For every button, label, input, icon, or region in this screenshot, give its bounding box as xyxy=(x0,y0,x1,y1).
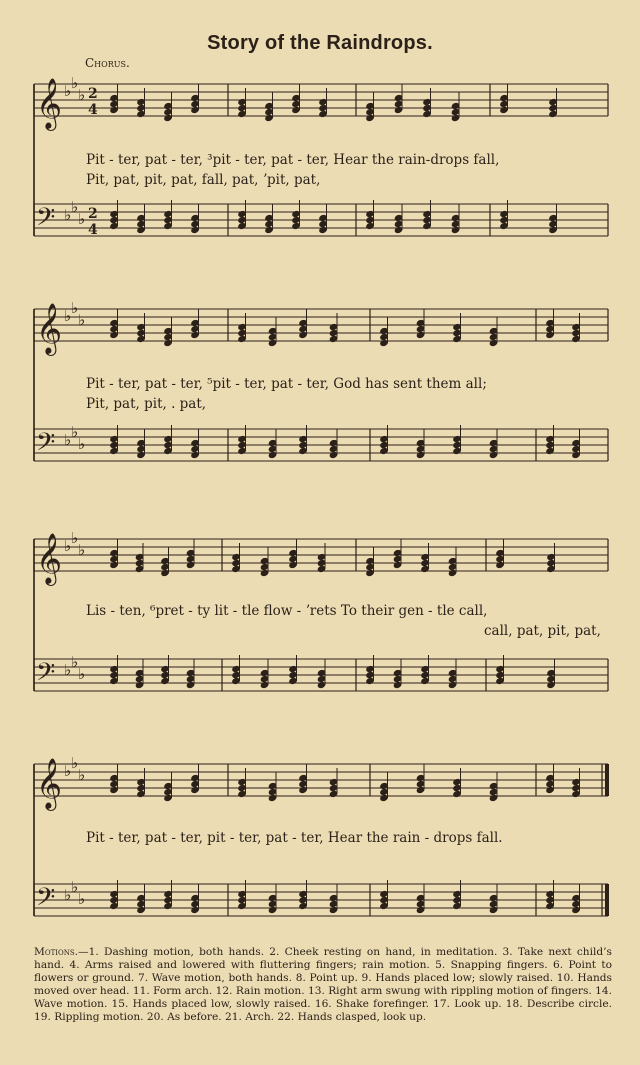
flat-icon: ♭ xyxy=(71,878,79,896)
treble-clef-icon: 𝄞 xyxy=(36,533,63,584)
flat-icon: ♭ xyxy=(64,537,72,555)
time-signature-top: 2 xyxy=(88,86,98,102)
flat-icon: ♭ xyxy=(64,762,72,780)
lyric-line-1b: Pit, pat, pit, pat, fall, pat, ʼpit, pat, xyxy=(86,172,321,188)
bass-clef-icon: 𝄢 xyxy=(36,428,56,463)
flat-icon: ♭ xyxy=(64,82,72,100)
treble-clef-icon: 𝄞 xyxy=(36,303,63,354)
treble-staff xyxy=(34,74,608,131)
flat-icon: ♭ xyxy=(78,890,86,908)
treble-staff xyxy=(34,529,608,586)
flat-icon: ♭ xyxy=(78,541,86,559)
bass-staff xyxy=(34,653,608,693)
treble-clef-icon: 𝄞 xyxy=(36,78,63,129)
lyric-line-3a: Lis - ten, ⁶pret - ty lit - tle flow - ʼrets To their gen - tle call, xyxy=(86,603,488,619)
flat-icon: ♭ xyxy=(78,210,86,228)
music-system-3 xyxy=(0,525,640,715)
page-title: Story of the Raindrops. xyxy=(207,32,433,54)
chorus-label: Chorus. xyxy=(85,56,130,70)
lyric-line-2b: Pit, pat, pit, . pat, xyxy=(86,396,207,412)
flat-icon: ♭ xyxy=(64,307,72,325)
lyric-line-1a: Pit - ter, pat - ter, ³pit - ter, pat - ter, Hear the rain-drops fall, xyxy=(86,152,500,168)
flat-icon: ♭ xyxy=(64,886,72,904)
bass-staff xyxy=(34,423,608,463)
flat-icon: ♭ xyxy=(71,529,79,547)
time-signature-bottom: 4 xyxy=(88,222,98,238)
bass-staff xyxy=(34,878,609,918)
bass-clef-icon: 𝄢 xyxy=(36,203,56,238)
treble-staff xyxy=(34,754,609,811)
treble-clef-icon: 𝄞 xyxy=(36,758,63,809)
flat-icon: ♭ xyxy=(78,435,86,453)
flat-icon: ♭ xyxy=(64,206,72,224)
flat-icon: ♭ xyxy=(71,74,79,92)
flat-icon: ♭ xyxy=(71,423,79,441)
flat-icon: ♭ xyxy=(78,311,86,329)
treble-staff xyxy=(34,299,608,356)
motions-text: —1. Dashing motion, both hands. 2. Cheek resting on hand, in meditation. 3. Take next child’s hand. 4. Arms raised and lowered with fluttering fingers; rain motion. 5. Snapping fingers. 6. Point to flowers or ground. 7. Wave motion, both hands. 8. Point up. 9. Hands placed low; slowly raised. 10. Hands moved over head. 11. Form arch. 12. Rain motion. 13. Right arm swung with rippling motion of fingers. 14. Wave motion. 15. Hands placed low, slowly raised. 16. Shake forefinger. 17. Look up. 18. Describe circle. 19. Rippling motion. 20. As before. 21. Arch. 22. Hands clasped, look up. xyxy=(34,946,612,1023)
flat-icon: ♭ xyxy=(71,653,79,671)
motions-label: Motions. xyxy=(34,946,79,958)
bass-clef-icon: 𝄢 xyxy=(36,658,56,693)
flat-icon: ♭ xyxy=(64,661,72,679)
flat-icon: ♭ xyxy=(71,198,79,216)
flat-icon: ♭ xyxy=(78,86,86,104)
lyric-line-3b: call, pat, pit, pat, xyxy=(484,623,601,639)
lyric-line-2a: Pit - ter, pat - ter, ⁵pit - ter, pat - ter, God has sent them all; xyxy=(86,376,487,392)
bass-clef-icon: 𝄢 xyxy=(36,883,56,918)
time-signature-top: 2 xyxy=(88,206,98,222)
bass-staff xyxy=(34,198,608,238)
flat-icon: ♭ xyxy=(78,665,86,683)
flat-icon: ♭ xyxy=(71,299,79,317)
flat-icon: ♭ xyxy=(71,754,79,772)
time-signature-bottom: 4 xyxy=(88,102,98,118)
motions-footnote xyxy=(34,946,612,1024)
flat-icon: ♭ xyxy=(64,431,72,449)
lyric-line-4a: Pit - ter, pat - ter, pit - ter, pat - ter, Hear the rain - drops fall. xyxy=(86,830,503,846)
flat-icon: ♭ xyxy=(78,766,86,784)
